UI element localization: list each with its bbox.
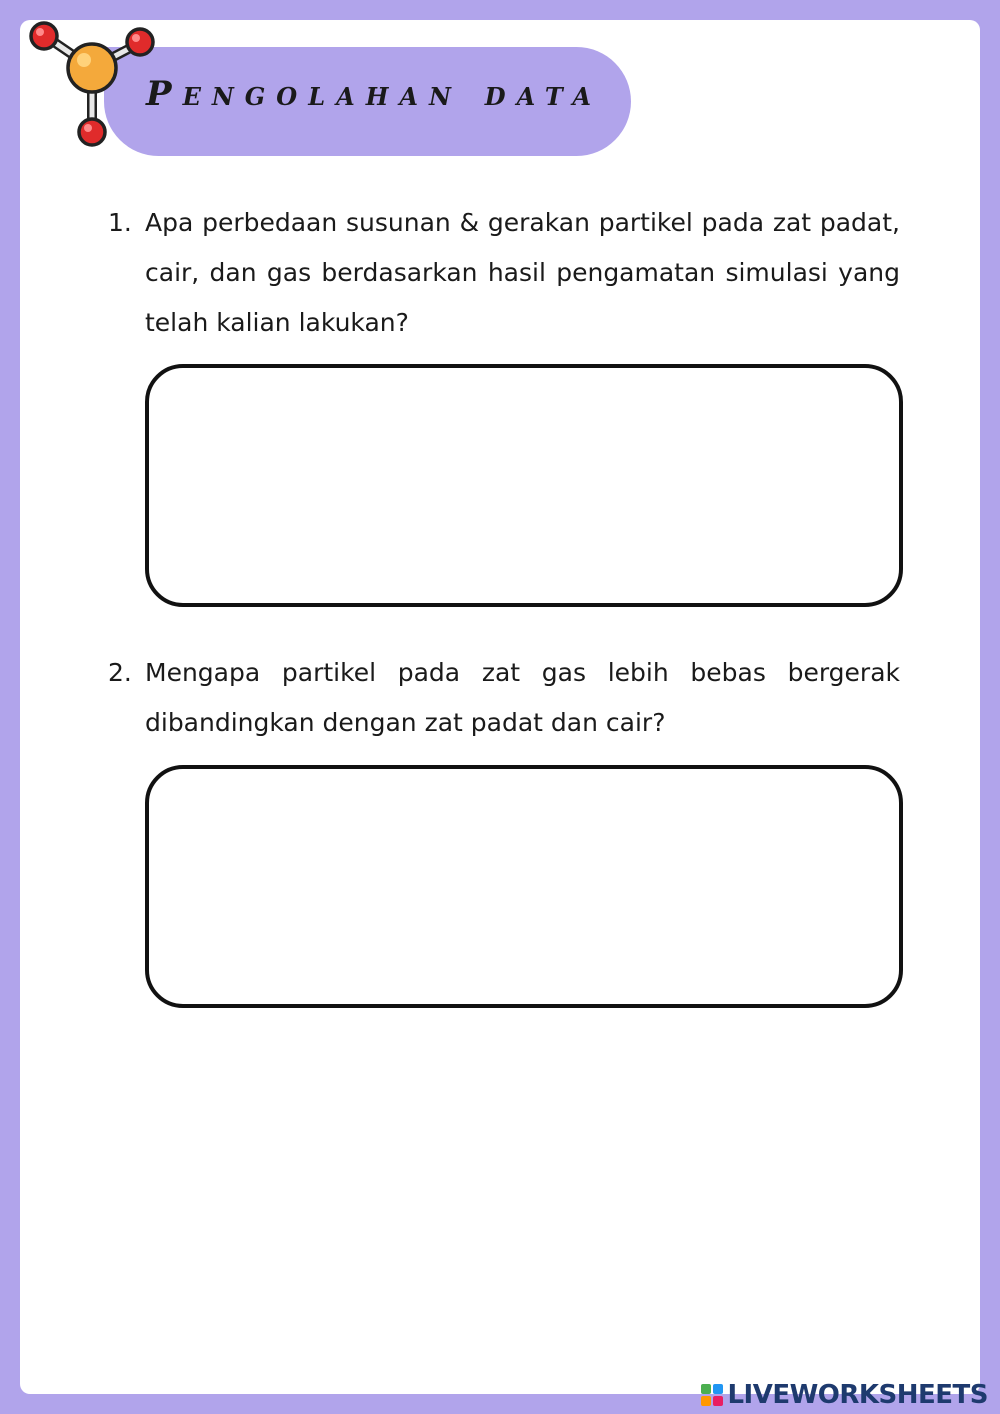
question-text: Apa perbedaan susunan & gerakan partikel pada zat padat, cair, dan gas berdasarkan hasil pengamatan simulasi yang telah kalian lakukan?: [145, 208, 900, 337]
logo-grid-icon: [701, 1384, 723, 1406]
question-number: 1.: [108, 208, 132, 237]
page-title: Pengolahan data: [146, 74, 603, 114]
molecule-icon: [24, 16, 164, 156]
answer-box-2[interactable]: [145, 765, 903, 1008]
liveworksheets-logo[interactable]: [701, 1380, 988, 1410]
question-1: [108, 198, 900, 348]
question-2: [108, 648, 900, 748]
question-text: Mengapa partikel pada zat gas lebih bebas bergerak dibandingkan dengan zat padat dan cair?: [145, 658, 900, 737]
question-number: 2.: [108, 658, 132, 687]
answer-box-1[interactable]: [145, 364, 903, 607]
logo-text: LIVEWORKSHEETS: [727, 1380, 988, 1410]
